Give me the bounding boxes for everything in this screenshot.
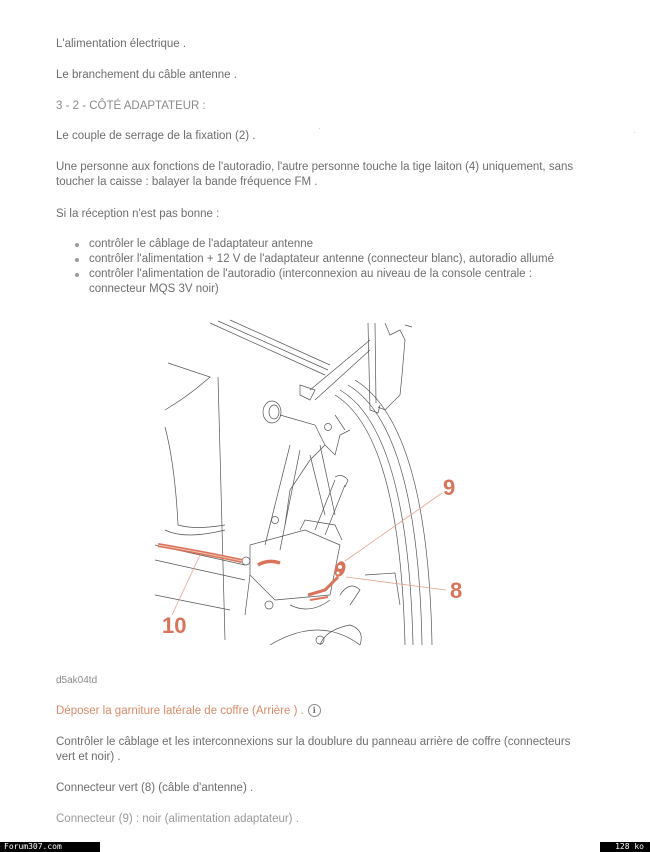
scan-artifact: · <box>318 124 321 133</box>
checklist <box>56 237 556 297</box>
bullet-icon <box>75 243 79 247</box>
text-branchement: Le branchement du câble antenne . <box>56 69 237 81</box>
checklist-item-text: contrôler l'alimentation de l'autoradio (interconnexion au niveau de la console centrale : connecteur MQS 3V noir) <box>89 268 532 295</box>
checklist-item <box>56 267 556 297</box>
footer-site-label: Forum307.com <box>0 842 100 852</box>
bullet-icon <box>75 273 79 277</box>
info-icon[interactable]: i <box>308 704 321 717</box>
text-control-cablage: Contrôler le câblage et les interconnexions sur la doublure du panneau arrière de coffre (connecteurs vert et noir) . <box>56 736 571 763</box>
text-alimentation: L'alimentation électrique . <box>56 38 187 50</box>
callout-8: 8 <box>450 578 463 603</box>
link-text[interactable]: Déposer la garniture latérale de coffre (Arrière ) . <box>56 705 304 717</box>
text-couple: Le couple de serrage de la fixation (2) . <box>56 130 256 142</box>
figure-caption: d5ak04td <box>56 675 98 686</box>
illustration-linework <box>155 320 432 645</box>
callout-9: 9 <box>443 475 456 500</box>
text-connector-green: Connecteur vert (8) (câble d'antenne) . <box>56 782 254 794</box>
antenna-adapter-diagram <box>150 315 480 655</box>
checklist-item-text: contrôler le câblage de l'adaptateur antenne <box>89 238 314 250</box>
bullet-icon <box>75 258 79 262</box>
checklist-item <box>56 252 556 267</box>
section-heading: 3 - 2 - CÔTÉ ADAPTATEUR : <box>56 100 206 112</box>
link-deposer-garniture[interactable] <box>56 704 321 719</box>
text-instruction: Une personne aux fonctions de l'autoradio, l'autre personne touche la tige laiton (4) uniquement, sans toucher la caisse : balayer la bande fréquence FM . <box>56 161 574 188</box>
checklist-item-text: contrôler l'alimentation + 12 V de l'adaptateur antenne (connecteur blanc), autoradio allumé <box>89 253 555 265</box>
scan-artifact: · <box>633 128 636 137</box>
text-connector-black: Connecteur (9) : noir (alimentation adaptateur) . <box>56 813 299 825</box>
checklist-item <box>56 237 556 252</box>
connector-9-shape <box>333 560 348 578</box>
technical-illustration <box>150 315 480 655</box>
callout-10: 10 <box>162 613 187 638</box>
footer-size-label: 128 ko <box>600 842 650 852</box>
text-reception-intro: Si la réception n'est pas bonne : <box>56 208 220 220</box>
